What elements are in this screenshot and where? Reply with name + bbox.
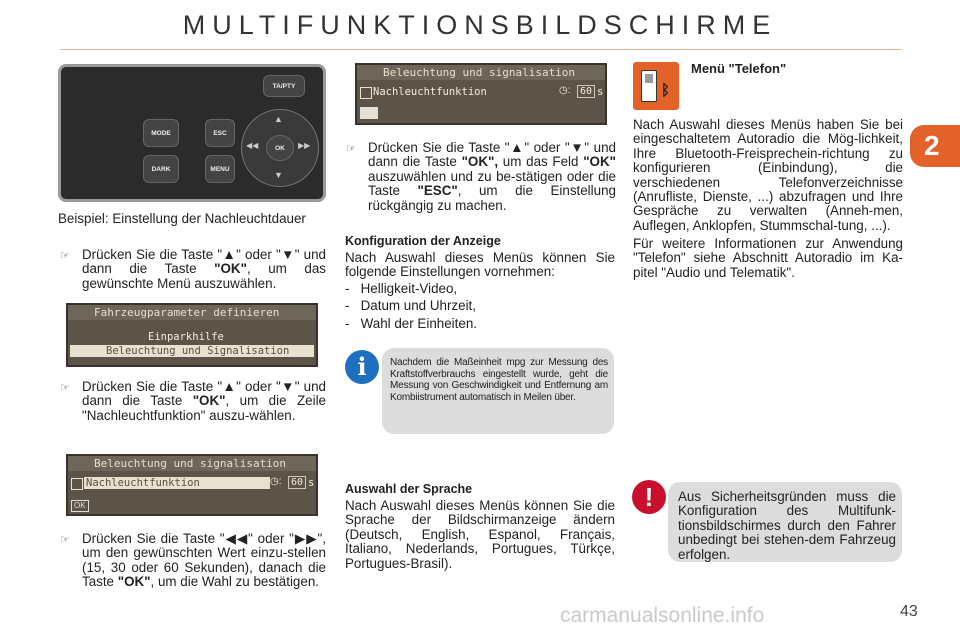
control-panel-photo	[58, 64, 326, 202]
info-note-box	[382, 348, 614, 434]
language-description: Nach Auswahl dieses Menüs können Sie die Sprache der Bildschirmanzeige ändern (Deutsch, English, Espanol, Français, Italiano, Nederlands, Portugues, Türkçe, Portugues-Brasil).	[345, 498, 615, 571]
arrow-down-icon: ▼	[280, 379, 295, 394]
dark-button: DARK	[143, 155, 179, 183]
list-item: - Wahl der Einheiten.	[345, 315, 477, 331]
mode-button: MODE	[143, 119, 179, 147]
chapter-tab: 2	[910, 125, 960, 167]
ok-button: OK	[266, 135, 294, 161]
instruction-step-4: ☞ Drücken Sie die Taste "▲" oder "▼" und dann die Taste "OK", um das Feld "OK" auszuwählen und zu be-stätigen oder die Taste "ESC", um die Einstellung rückgängig zu machen.	[346, 140, 617, 213]
rewind-icon: ◀◀	[246, 141, 259, 150]
pointer-icon: ☞	[346, 143, 356, 155]
rewind-icon: ◀◀	[224, 531, 249, 546]
watermark: carmanualsonline.info	[560, 604, 765, 627]
page-title: MULTIFUNKTIONSBILDSCHIRME	[182, 10, 778, 40]
arrow-down-icon: ▼	[569, 140, 585, 155]
phone-icon	[641, 70, 657, 102]
row-follow-me-home: Nachleuchtfunktion	[84, 477, 270, 489]
esc-button: ESC	[205, 119, 235, 147]
phone-more-info: Für weitere Informationen zur Anwendung "Telefon" siehe Abschnitt Autoradio im Ka-pitel "Audio und Telematik".	[633, 236, 903, 280]
row-follow-me-home: Nachleuchtfunktion	[373, 86, 487, 98]
screen-title: Beleuchtung und signalisation	[357, 65, 605, 80]
info-icon: i	[345, 350, 379, 384]
pointer-icon: ☞	[60, 534, 70, 546]
duration-value: 60	[288, 476, 306, 489]
menu-item-park-assist: Einparkhilfe	[148, 331, 224, 343]
arrow-down-icon: ▼	[280, 247, 295, 262]
ok-field-selected: OK	[360, 107, 378, 119]
warning-note-box	[668, 482, 902, 562]
section-heading-display: Konfiguration der Anzeige	[345, 234, 501, 248]
duration-unit: s	[597, 86, 604, 98]
bluetooth-icon: ᛒ	[661, 82, 671, 99]
warning-note-text: Aus Sicherheitsgründen muss die Konfiguration des Multifunk-tionsbildschirmes durch den Fahrer unbedingt bei stehen-dem Fahrzeug erfolgen.	[678, 489, 896, 562]
screen-lighting-signalling-2	[355, 63, 607, 125]
checkbox-icon	[360, 87, 372, 99]
list-item: - Datum und Uhrzeit,	[345, 298, 476, 314]
display-description: Nach Auswahl dieses Menüs können Sie folgende Einstellungen vornehmen:	[345, 250, 615, 280]
instruction-step-1: ☞ Drücken Sie die Taste "▲" oder "▼" und dann die Taste "OK", um das gewünschte Menü auszuwählen.	[60, 247, 326, 291]
forward-icon: ▶▶	[298, 141, 311, 150]
screen-title: Fahrzeugparameter definieren	[68, 305, 316, 320]
arrow-up-icon: ▲	[222, 379, 237, 394]
info-note-text: Nachdem die Maßeinheit mpg zur Messung des Kraftstoffverbrauchs eingestellt wurde, geht die Messung von Geschwindigkeit und Entfernung am Kombiistrument automatisch in Meilen über.	[390, 357, 608, 403]
pointer-icon: ☞	[60, 382, 70, 394]
duration-value: 60	[577, 85, 595, 98]
phone-bluetooth-icon	[633, 62, 679, 110]
figure-caption: Beispiel: Einstellung der Nachleuchtdauer	[58, 211, 306, 226]
arrow-up-icon: ▲	[274, 114, 283, 124]
section-heading-language: Auswahl der Sprache	[345, 482, 473, 496]
phone-description: Nach Auswahl dieses Menüs haben Sie bei eingeschaltetem Autoradio die Mög-lichkeit, Ihre Bluetooth-Freisprechein-richtung zu konfigurieren (Einbindung), die verschiedenen Telefonverzeichnisse (Anrufliste, Dienste, ...) abzufragen und Ihre Gespräche zu verwalten (Anneh-men, Auflegen, Anklopfen, Stummschal-tung, ...).	[633, 117, 903, 233]
duration-unit: s	[308, 477, 315, 489]
display-options-list	[345, 282, 615, 331]
clock-icon: ◷:	[270, 476, 282, 487]
screen-title: Beleuchtung und signalisation	[68, 456, 316, 471]
instruction-step-3: ☞ Drücken Sie die Taste "◀◀" oder "▶▶", um den gewünschten Wert einzu-stellen (15, 30 oder 60 Sekunden), danach die Taste "OK", um die Wahl zu bestätigen.	[60, 531, 327, 590]
warning-icon: !	[632, 480, 666, 514]
arrow-up-icon: ▲	[222, 247, 237, 262]
checkbox-icon	[71, 478, 83, 490]
list-item: - Helligkeit-Video,	[345, 281, 458, 296]
section-heading-phone: Menü "Telefon"	[691, 61, 787, 76]
navigation-ring	[241, 109, 319, 187]
screen-vehicle-parameters	[66, 303, 318, 367]
page-number: 43	[900, 603, 918, 620]
ta-pty-button: TA/PTY	[263, 75, 305, 97]
menu-item-lighting-selected: Beleuchtung und Signalisation	[70, 345, 314, 357]
pointer-icon: ☞	[60, 250, 70, 262]
clock-icon: ◷:	[559, 85, 571, 96]
forward-icon: ▶▶	[293, 531, 318, 546]
arrow-down-icon: ▼	[274, 170, 283, 180]
title-divider	[60, 49, 902, 50]
ok-field: OK	[71, 500, 89, 512]
menu-button: MENU	[205, 155, 235, 183]
instruction-step-2: ☞ Drücken Sie die Taste "▲" oder "▼" und dann die Taste "OK", um die Zeile "Nachleuchtfunktion" auszu-wählen.	[60, 379, 326, 423]
screen-lighting-signalling	[66, 454, 318, 516]
arrow-up-icon: ▲	[509, 140, 525, 155]
